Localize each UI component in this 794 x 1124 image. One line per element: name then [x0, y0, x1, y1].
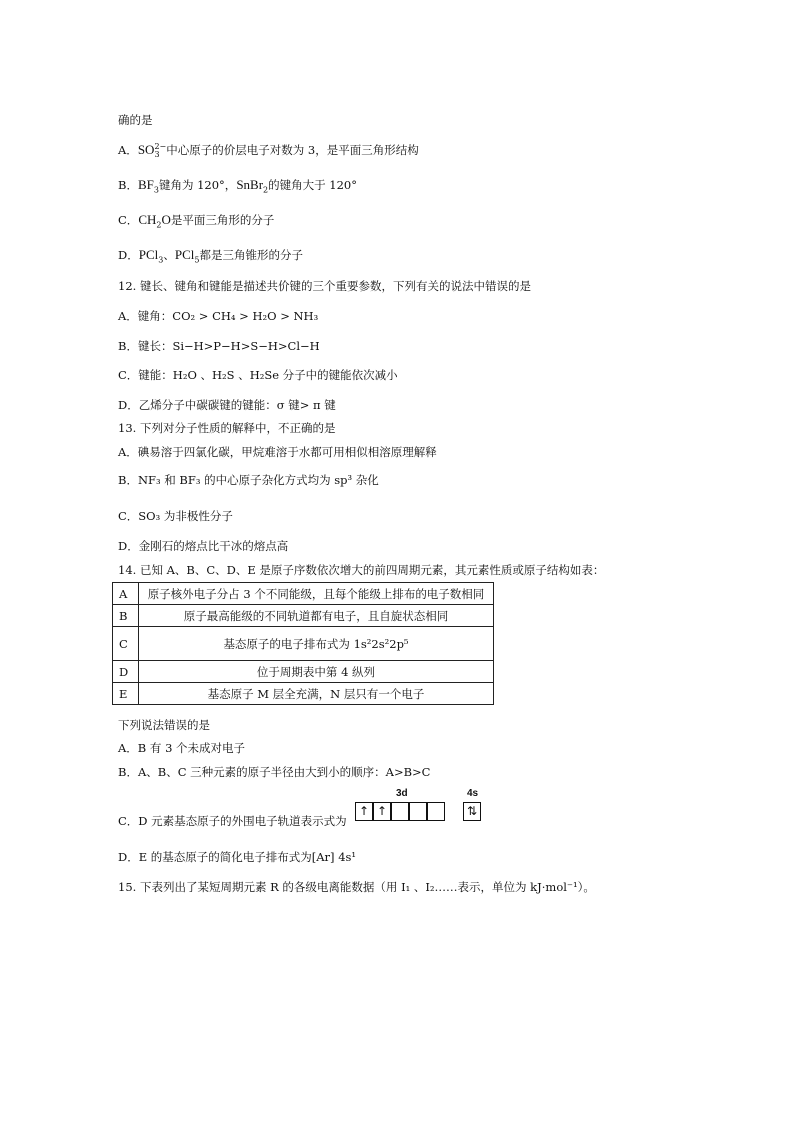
q13-option-d: D．金刚石的熔点比干冰的熔点高 — [118, 539, 289, 553]
element-table-row — [113, 583, 494, 605]
q12-option-d: D．乙烯分子中碳碳键的键能：σ 键> π 键 — [118, 398, 336, 412]
element-key-cell: B — [113, 605, 139, 627]
orbital-box-3d-5 — [427, 802, 445, 821]
q11-option-c: C．$CH_2O$是平面三角形的分子 — [118, 212, 275, 230]
element-key-cell: E — [113, 683, 139, 705]
orbital-box-3d-2: ↑ — [373, 802, 391, 821]
element-table-row — [113, 605, 494, 627]
element-desc-cell: 原子最高能级的不同轨道都有电子，且自旋状态相同 — [139, 605, 494, 627]
element-key-cell: A — [113, 583, 139, 605]
element-key-cell: C — [113, 627, 139, 661]
q12-option-c: C．键能：H₂O 、H₂S 、H₂Se 分子中的键能依次减小 — [118, 368, 398, 382]
orbital-box-3d-1: ↑ — [355, 802, 373, 821]
q14-stem: 14. 已知 A、B、C、D、E 是原子序数依次增大的前四周期元素，其元素性质或原子结构如表： — [118, 563, 605, 577]
element-desc-cell: 位于周期表中第 4 纵列 — [139, 661, 494, 683]
q13-option-c: C．SO₃ 为非极性分子 — [118, 509, 233, 523]
element-table-row — [113, 627, 494, 661]
q14-option-a: A．B 有 3 个未成对电子 — [118, 741, 246, 755]
q14-option-c: C．D 元素基态原子的外围电子轨道表示式为 — [118, 814, 347, 828]
q12-option-b: B．键长：Si−H>P−H>S−H>Cl−H — [118, 339, 320, 353]
element-desc-cell: 原子核外电子分占 3 个不同能级，且每个能级上排布的电子数相同 — [139, 583, 494, 605]
q13-stem: 13. 下列对分子性质的解释中，不正确的是 — [118, 421, 336, 435]
orbital-box-3d-4 — [409, 802, 427, 821]
element-table — [112, 582, 494, 705]
element-table-row — [113, 683, 494, 705]
orbital-label-3d: 3d — [396, 788, 408, 799]
intro-text: 确的是 — [118, 113, 153, 127]
q14-option-d: D．E 的基态原子的简化电子排布式为[Ar] 4s¹ — [118, 850, 357, 864]
q14-option-b: B．A、B、C 三种元素的原子半径由大到小的顺序：A>B>C — [118, 765, 431, 779]
element-desc-cell: 基态原子 M 层全充满，N 层只有一个电子 — [139, 683, 494, 705]
q12-stem: 12. 键长、键角和键能是描述共价键的三个重要参数，下列有关的说法中错误的是 — [118, 279, 531, 293]
q15-stem: 15. 下表列出了某短周期元素 R 的各级电离能数据（用 I₁ 、I₂……表示，单位为 kJ·mol⁻¹）。 — [118, 880, 595, 894]
q13-option-b: B．NF₃ 和 BF₃ 的中心原子杂化方式均为 sp³ 杂化 — [118, 473, 379, 487]
orbital-box-4s: ⇅ — [463, 802, 481, 821]
orbital-box-3d-3 — [391, 802, 409, 821]
element-desc-cell: 基态原子的电子排布式为 1s²2s²2p⁵ — [139, 627, 494, 661]
q11-option-a: A．SO 2− 3 中心原子的价层电子对数为 3，是平面三角形结构 — [118, 142, 419, 159]
element-key-cell: D — [113, 661, 139, 683]
q11-option-b: B．$BF_3$键角为 120°，SnBr$_2$的键角大于 120° — [118, 177, 357, 195]
orbital-label-4s: 4s — [467, 788, 479, 799]
q14-after-text: 下列说法错误的是 — [118, 718, 210, 732]
q11-option-d: D．PCl$_3$、PCl$_5$都是三角锥形的分子 — [118, 247, 303, 265]
element-table-row — [113, 661, 494, 683]
q13-option-a: A．碘易溶于四氯化碳，甲烷难溶于水都可用相似相溶原理解释 — [118, 445, 437, 459]
q12-option-a: A．键角：CO₂ > CH₄ > H₂O > NH₃ — [118, 309, 319, 323]
